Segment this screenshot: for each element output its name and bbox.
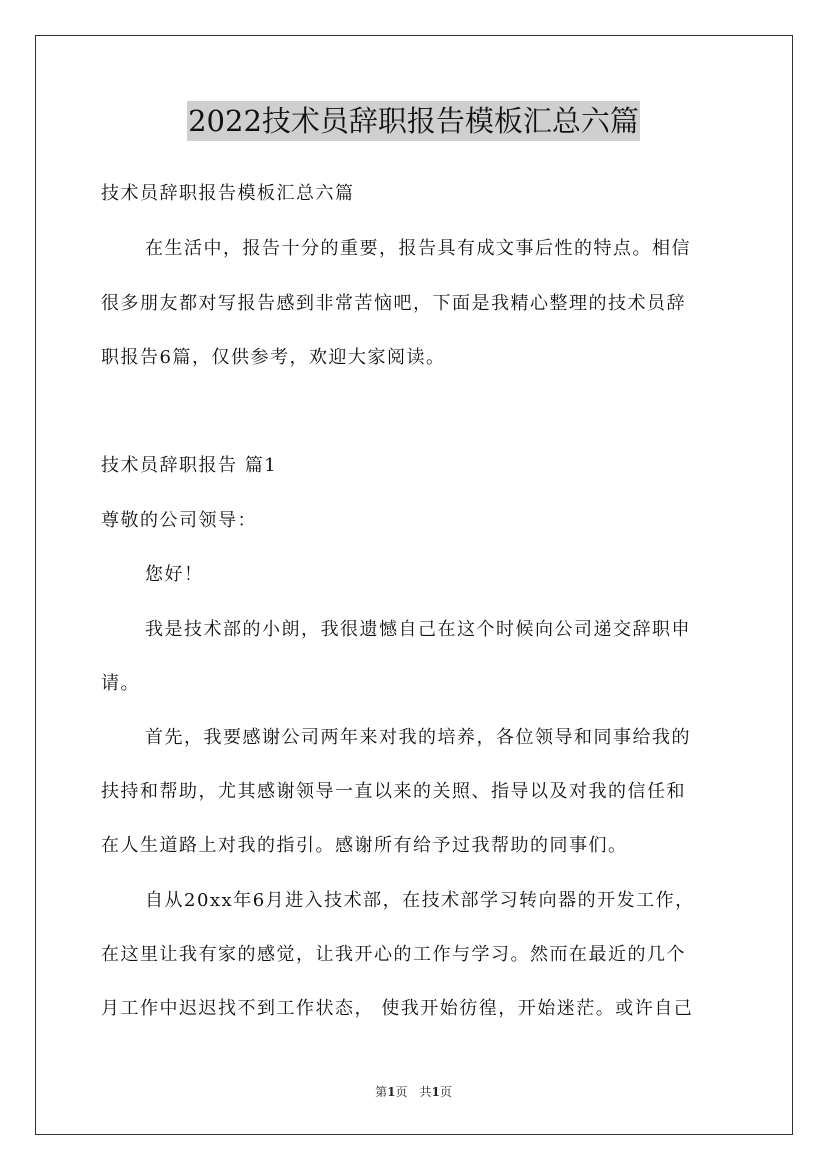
total-suffix: 页 <box>439 1085 452 1099</box>
paragraph2-line-3: 在人生道路上对我的指引。感谢所有给予过我帮助的同事们。 <box>101 835 628 856</box>
document-title <box>0 101 827 141</box>
intro-line-3: 职报告6篇，仅供参考，欢迎大家阅读。 <box>101 347 446 368</box>
paragraph3-line-1: 自从20xx年6月进入技术部，在技术部学习转向器的开发工作， <box>145 890 695 911</box>
salutation: 尊敬的公司领导： <box>101 510 257 531</box>
paragraph2-line-2: 扶持和帮助，尤其感谢领导一直以来的关照、指导以及对我的信任和 <box>101 781 686 802</box>
intro-line-1: 在生活中，报告十分的重要，报告具有成文事后性的特点。相信 <box>145 238 691 259</box>
document-subtitle: 技术员辞职报告模板汇总六篇 <box>101 183 355 204</box>
document-title-text: 2022技术员辞职报告模板汇总六篇 <box>187 101 640 141</box>
paragraph3-line-2: 在这里让我有家的感觉，让我开心的工作与学习。然而在最近的几个 <box>101 944 686 965</box>
paragraph2-line-1: 首先，我要感谢公司两年来对我的培养，各位领导和同事给我的 <box>145 727 691 748</box>
page-suffix: 页 <box>395 1085 408 1099</box>
paragraph1-line-1: 我是技术部的小朗，我很遗憾自己在这个时候向公司递交辞职申 <box>145 619 691 640</box>
section-heading: 技术员辞职报告 篇1 <box>101 455 278 476</box>
page-footer <box>0 1084 827 1100</box>
paragraph1-line-2: 请。 <box>101 673 140 694</box>
page-current: 1 <box>387 1085 396 1099</box>
total-prefix: 共 <box>419 1085 432 1099</box>
page-prefix: 第 <box>375 1085 388 1099</box>
intro-line-2: 很多朋友都对写报告感到非常苦恼吧，下面是我精心整理的技术员辞 <box>101 293 686 314</box>
greeting: 您好！ <box>145 564 204 585</box>
paragraph3-line-3: 月工作中迟迟找不到工作状态， 使我开始彷徨，开始迷茫。或许自己 <box>101 998 694 1019</box>
page-total: 1 <box>431 1085 440 1099</box>
